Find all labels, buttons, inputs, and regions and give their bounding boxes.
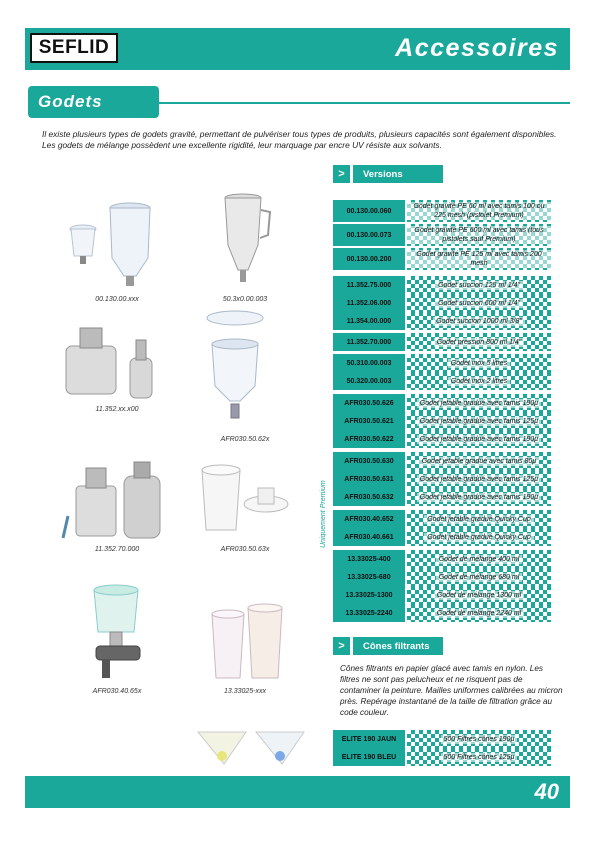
version-desc: Godet gravité PE 60 ml avec tamis 100 ou 225 mesh (pistolet Premium)	[407, 202, 551, 220]
section-title: Godets	[28, 86, 159, 118]
version-desc-cell	[407, 568, 551, 586]
version-ref: 00.130.00.200	[333, 248, 405, 270]
version-desc: Godet succion 600 ml 1/4"	[435, 299, 523, 308]
version-ref: 13.33025-680	[333, 568, 405, 586]
version-desc-cell	[407, 586, 551, 604]
suction-cup-illustration	[60, 318, 170, 400]
caption: AFR030.50.63x	[220, 546, 270, 553]
mixing-cup-illustration	[208, 600, 288, 685]
version-row	[333, 510, 551, 528]
version-desc-cell	[407, 354, 551, 372]
brand-logo: SEFLID	[30, 33, 118, 63]
version-row	[333, 430, 551, 448]
version-ref: 50.310.00.003	[333, 354, 405, 372]
version-desc: Godet inox 5 litres	[448, 359, 510, 368]
version-ref: 13.33025-1300	[333, 586, 405, 604]
gravity-cup-illustration	[68, 196, 168, 291]
version-ref: AFR030.50.622	[333, 430, 405, 448]
graduated-cup-illustration	[196, 452, 296, 542]
filter-cones-illustration	[194, 728, 314, 770]
filter-desc-cell	[407, 730, 551, 748]
version-row	[333, 200, 551, 222]
version-desc: Godet jetable gradué Quicky Cup	[424, 533, 534, 542]
version-row	[333, 586, 551, 604]
version-desc-cell	[407, 200, 551, 222]
version-row	[333, 333, 551, 351]
chevron-right-icon: >	[333, 165, 350, 183]
version-row	[333, 452, 551, 470]
version-desc-cell	[407, 394, 551, 412]
version-row	[333, 550, 551, 568]
version-row	[333, 354, 551, 372]
version-row	[333, 248, 551, 270]
version-row	[333, 604, 551, 622]
version-ref: AFR030.50.631	[333, 470, 405, 488]
version-row	[333, 224, 551, 246]
version-desc: Godet jetable gradué avec tamis 190µ	[417, 493, 541, 502]
filter-desc: 500 Filtres cônes 125µ	[441, 753, 518, 762]
version-ref: 13.33025-2240	[333, 604, 405, 622]
versions-header	[333, 165, 443, 183]
version-row	[333, 294, 551, 312]
filters-label: Cônes filtrants	[353, 637, 443, 655]
version-desc: Godet de mélange 1300 ml	[434, 591, 524, 600]
version-ref: AFR030.50.630	[333, 452, 405, 470]
filters-description: Cônes filtrants en papier glacé avec tamis en nylon. Les filtres ne sont pas pelucheux et ne risquent pas de contaminer la peinture. Mailles uniformes calibrées au micron près. Repérage instantané de la taille de filtration grâce au code couleur.	[340, 664, 563, 717]
version-desc-cell	[407, 312, 551, 330]
version-desc: Godet inox 2 litres	[448, 377, 510, 386]
page-number: 40	[534, 779, 559, 804]
caption: 00.130.00.xxx	[95, 296, 139, 303]
filter-desc-cell	[407, 748, 551, 766]
premium-note: Uniquement Premium	[320, 480, 327, 548]
version-ref: AFR030.50.621	[333, 412, 405, 430]
version-desc: Godet de mélange 400 ml	[436, 555, 523, 564]
filter-row	[333, 730, 551, 748]
caption: AFR030.40.65x	[92, 688, 142, 695]
section-divider	[159, 102, 570, 104]
version-row	[333, 470, 551, 488]
version-desc: Godet de mélange 680 ml	[436, 573, 523, 582]
version-ref: 00.130.00.073	[333, 224, 405, 246]
version-desc: Godet succion 125 ml 1/4"	[435, 281, 523, 290]
version-desc: Godet succion 1000 ml 3/8"	[433, 317, 525, 326]
disposable-cup-illustration	[200, 306, 270, 436]
version-ref: 11.352.06.000	[333, 294, 405, 312]
version-row	[333, 528, 551, 546]
steel-cup-illustration	[218, 190, 278, 290]
filter-ref: ELITE 190 BLEU	[333, 748, 405, 766]
version-row	[333, 394, 551, 412]
pressure-cup-illustration	[60, 456, 170, 546]
caption: 13.33025-xxx	[223, 688, 267, 695]
version-ref: 11.352.75.000	[333, 276, 405, 294]
version-ref: 11.354.00.000	[333, 312, 405, 330]
version-desc-cell	[407, 528, 551, 546]
filter-ref: ELITE 190 JAUN	[333, 730, 405, 748]
caption: 50.3x0.00.003	[222, 296, 268, 303]
version-ref: 00.130.00.060	[333, 200, 405, 222]
version-ref: AFR030.40.661	[333, 528, 405, 546]
version-desc-cell	[407, 488, 551, 506]
versions-label: Versions	[353, 165, 443, 183]
version-desc: Godet jetable gradué avec tamis 125µ	[417, 417, 541, 426]
version-row	[333, 488, 551, 506]
version-row	[333, 412, 551, 430]
version-desc: Godet de mélange 2240 ml	[434, 609, 524, 618]
version-desc-cell	[407, 333, 551, 351]
version-ref: 50.320.00.003	[333, 372, 405, 390]
footer-bar	[25, 776, 570, 808]
version-desc-cell	[407, 294, 551, 312]
version-desc-cell	[407, 604, 551, 622]
filter-desc: 500 Filtres cônes 190µ	[441, 735, 518, 744]
version-row	[333, 276, 551, 294]
filter-row	[333, 748, 551, 766]
version-ref: AFR030.50.632	[333, 488, 405, 506]
caption: AFR030.50.62x	[220, 436, 270, 443]
version-desc: Godet pression 800 ml 1/4"	[434, 338, 525, 347]
version-desc: Godet jetable gradué avec tamis 190µ	[417, 435, 541, 444]
version-row	[333, 568, 551, 586]
version-row	[333, 372, 551, 390]
version-desc-cell	[407, 470, 551, 488]
page-title: Accessoires	[395, 34, 559, 62]
version-ref: 13.33025-400	[333, 550, 405, 568]
caption: 11.352.xx.x00	[95, 406, 139, 413]
version-desc: Godet jetable gradué avec tamis 80µ	[419, 457, 540, 466]
version-desc-cell	[407, 550, 551, 568]
version-desc: Godet gravité PE 600 ml avec tamis (tous pistolets sauf Premium)	[407, 226, 551, 244]
version-desc: Godet jetable gradué avec tamis 125µ	[417, 475, 541, 484]
version-desc-cell	[407, 412, 551, 430]
quicky-cup-illustration	[76, 582, 166, 682]
intro-paragraph: Il existe plusieurs types de godets gravité, permettant de pulvériser tous types de produits, plusieurs capacités sont également disponibles. Les godets de mélange possèdent une excellente rigidité, leur marquage par encre UV résiste aux solvants.	[42, 129, 557, 150]
chevron-right-icon: >	[333, 637, 350, 655]
version-desc: Godet jetable gradué Quicky Cup	[424, 515, 534, 524]
version-ref: AFR030.50.626	[333, 394, 405, 412]
version-ref: 11.352.70.000	[333, 333, 405, 351]
version-desc-cell	[407, 510, 551, 528]
version-desc-cell	[407, 276, 551, 294]
version-desc-cell	[407, 224, 551, 246]
version-desc: Godet gravité PE 125 ml avec tamis 200 mesh	[407, 250, 551, 268]
version-ref: AFR030.40.652	[333, 510, 405, 528]
version-desc-cell	[407, 372, 551, 390]
caption: 11.352.70.000	[94, 546, 140, 553]
version-desc-cell	[407, 452, 551, 470]
version-desc-cell	[407, 430, 551, 448]
filters-header	[333, 637, 443, 655]
version-desc: Godet jetable gradué avec tamis 190µ	[417, 399, 541, 408]
version-row	[333, 312, 551, 330]
version-desc-cell	[407, 248, 551, 270]
